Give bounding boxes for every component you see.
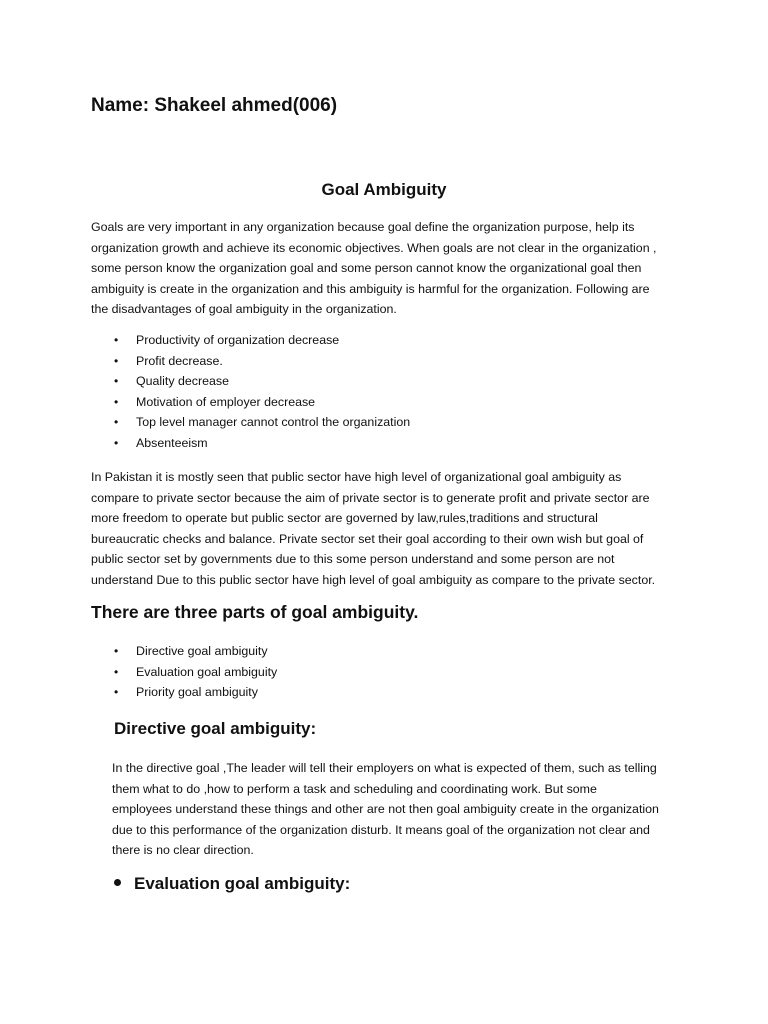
- list-item-text: Quality decrease: [136, 374, 229, 389]
- intro-line: ambiguity is create in the organization and this ambiguity is harmful for the organization. Following are: [91, 281, 650, 296]
- directive-line: them what to do ,how to perform a task and scheduling and coordinating work. But some: [112, 781, 597, 796]
- intro-line: Goals are very important in any organization because goal define the organization purpose, help its: [91, 220, 635, 234]
- directive-line: due to this performance of the organization disturb. It means goal of the organization not clear and: [112, 822, 650, 837]
- bullet-icon: •: [114, 415, 119, 430]
- parts-heading: There are three parts of goal ambiguity.: [91, 602, 419, 622]
- disadvantages-list: [114, 330, 410, 454]
- list-item: [114, 682, 277, 703]
- list-item: [114, 330, 410, 351]
- parts-list: [114, 641, 277, 703]
- list-item: [114, 641, 277, 662]
- directive-heading: Directive goal ambiguity:: [114, 719, 317, 738]
- list-item: [114, 392, 410, 413]
- intro-line: organization growth and achieve its economic objectives. When goals are not clear in the organization ,: [91, 240, 657, 255]
- author-name-heading: Name: Shakeel ahmed(006): [91, 95, 338, 116]
- bullet-icon: •: [114, 394, 119, 409]
- list-item: [114, 371, 410, 392]
- list-item: [114, 351, 410, 372]
- pakistan-line: bureaucratic checks and balance. Private sector set their goal according to their own wish but goal of: [91, 531, 644, 546]
- directive-paragraph: [112, 758, 692, 861]
- list-item-text: Motivation of employer decrease: [136, 394, 316, 409]
- document-title: Goal Ambiguity: [321, 180, 447, 199]
- directive-line: employees understand these things and other are not then goal ambiguity create in the organization: [112, 802, 659, 816]
- pakistan-line: public sector set by governments due to this some person understand and some person are not: [91, 552, 615, 566]
- bullet-icon: •: [114, 353, 119, 368]
- directive-line: In the directive goal ,The leader will tell their employers on what is expected of them, such as telling: [112, 761, 657, 775]
- pakistan-line: more freedom to operate but public sector are governed by law,rules,traditions and structural: [91, 511, 598, 525]
- list-item: [114, 662, 277, 683]
- list-item: [114, 412, 410, 433]
- bullet-icon: •: [114, 435, 119, 450]
- bullet-icon: •: [114, 374, 119, 389]
- pakistan-line: understand Due to this public sector have high level of goal ambiguity as compare to the private sector.: [91, 572, 656, 587]
- bullet-icon: •: [114, 664, 119, 679]
- list-item-text: Profit decrease.: [136, 353, 223, 368]
- pakistan-paragraph: [91, 467, 681, 590]
- intro-line: the disadvantages of goal ambiguity in the organization.: [91, 302, 397, 316]
- directive-line: there is no clear direction.: [112, 843, 254, 857]
- list-item: [114, 433, 410, 454]
- pakistan-line: In Pakistan it is mostly seen that public sector have high level of organizational goal ambiguity as: [91, 470, 622, 484]
- bullet-icon: •: [114, 333, 119, 347]
- list-item-text: Top level manager cannot control the organization: [136, 415, 411, 430]
- bullet-icon: [114, 879, 121, 886]
- evaluation-heading: [114, 874, 350, 894]
- list-item-text: Priority goal ambiguity: [136, 685, 258, 700]
- bullet-icon: •: [114, 685, 119, 700]
- list-item-text: Evaluation goal ambiguity: [136, 664, 278, 679]
- list-item-text: Directive goal ambiguity: [136, 644, 268, 658]
- list-item-text: Productivity of organization decrease: [136, 333, 340, 347]
- intro-paragraph: [91, 217, 681, 320]
- evaluation-heading-text: Evaluation goal ambiguity:: [134, 874, 351, 893]
- list-item-text: Absenteeism: [136, 435, 208, 450]
- pakistan-line: compare to private sector because the aim of private sector is to generate profit and private sector are: [91, 490, 650, 505]
- bullet-icon: •: [114, 644, 119, 658]
- intro-line: some person know the organization goal and some person cannot know the organizational goal then: [91, 261, 642, 275]
